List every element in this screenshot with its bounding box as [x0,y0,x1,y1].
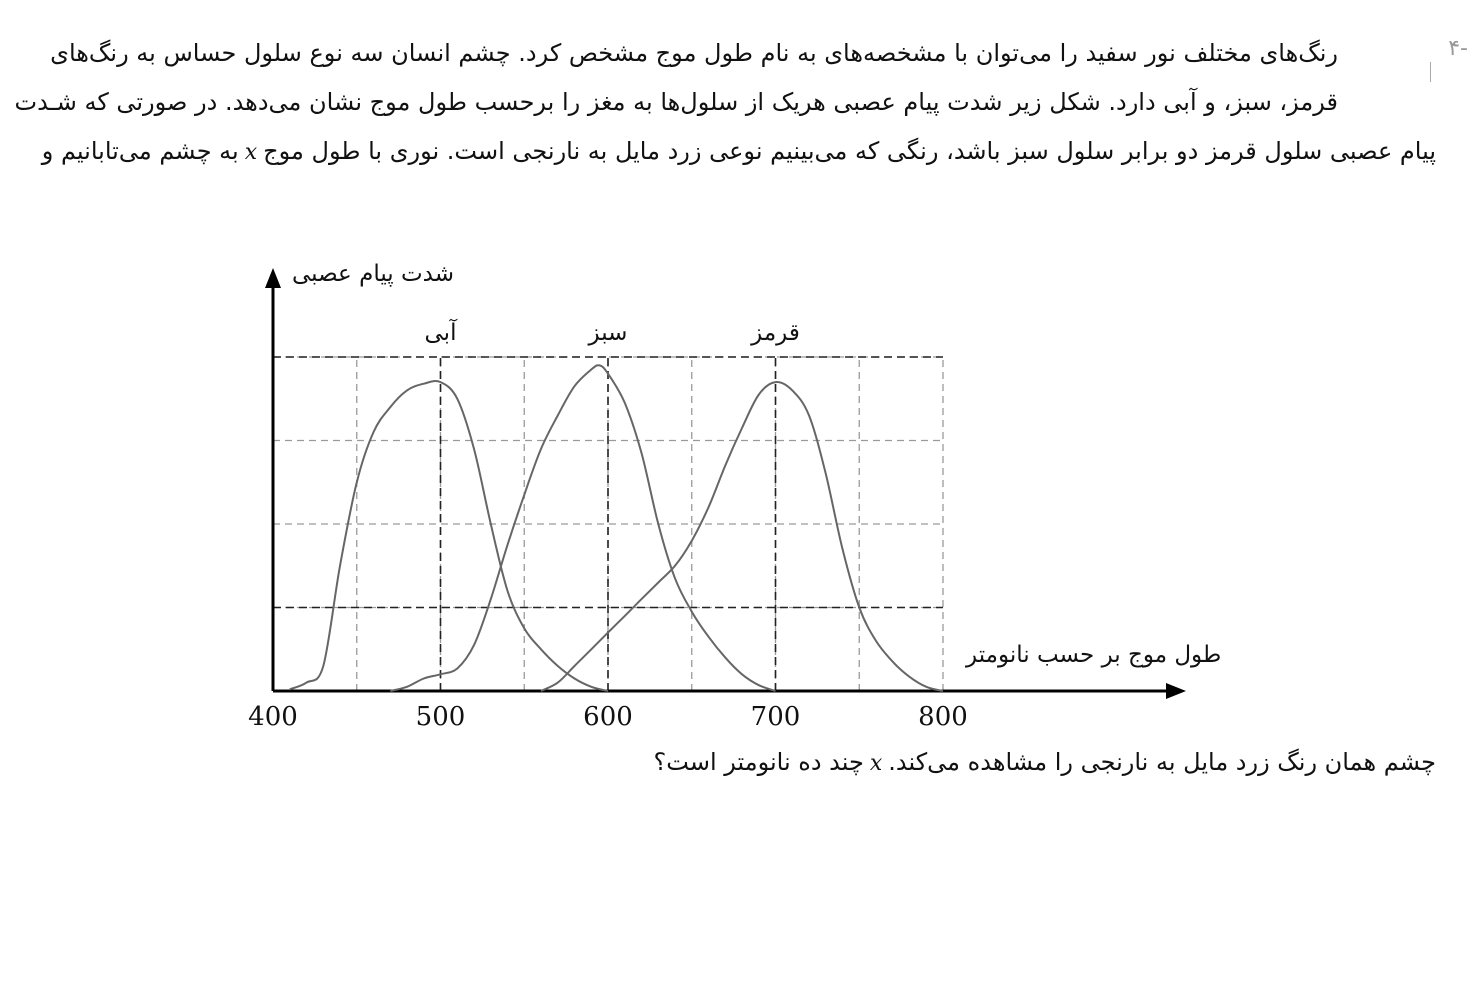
x-tick-label: 700 [750,702,801,732]
x-tick-label: 600 [583,702,633,732]
chart-grid [273,357,943,691]
peak-label: سبز [588,320,628,346]
y-axis-arrow [265,268,281,288]
chart-curves [290,365,943,691]
question-line-2: قرمز، سبز، و آبی دارد. شکل زیر شدت پیام عصبی هریک از سلول‌ها به مغز را برحسب طول موج نشان می‌دهد. در صورتی که شـدت [14,88,1338,116]
series-curve-1 [290,381,608,691]
x-tick-label: 400 [248,702,298,732]
peak-label: قرمز [751,320,800,346]
x-tick-label: 800 [918,702,968,732]
variable-x: x [244,140,258,165]
x-axis-title: طول موج بر حسب نانومتر [966,642,1222,668]
line3-text-a: پیام عصبی سلول قرمز دو برابر سلول سبز باشد، رنگی که می‌بینیم نوعی زرد مایل به نارنجی است. نوری با طول موج [263,137,1436,165]
y-axis-title: شدت پیام عصبی [292,261,454,287]
question-number: -۴ [1448,36,1468,61]
chart-labels [248,261,1221,732]
x-tick-label: 500 [415,702,466,732]
x-axis-arrow [1166,683,1186,699]
chart-axes [265,268,1186,699]
line4-text-b: چند ده نانومتر است؟ [653,748,864,776]
question-line-1: رنگ‌های مختلف نور سفید را می‌توان با مشخصه‌های به نام طول موج مشخص کرد. چشم انسان سه نوع سلول حساس به رنگ‌های [50,39,1338,67]
question-line-4 [654,745,1436,781]
line3-text-b: به چشم می‌تابانیم و [41,137,239,165]
variable-x: x [869,751,883,776]
peak-label: آبی [424,320,457,346]
series-curve-2 [390,365,775,691]
line4-text-a: چشم همان رنگ زرد مایل به نارنجی را مشاهده می‌کند. [888,748,1436,776]
series-curve-3 [541,382,943,691]
